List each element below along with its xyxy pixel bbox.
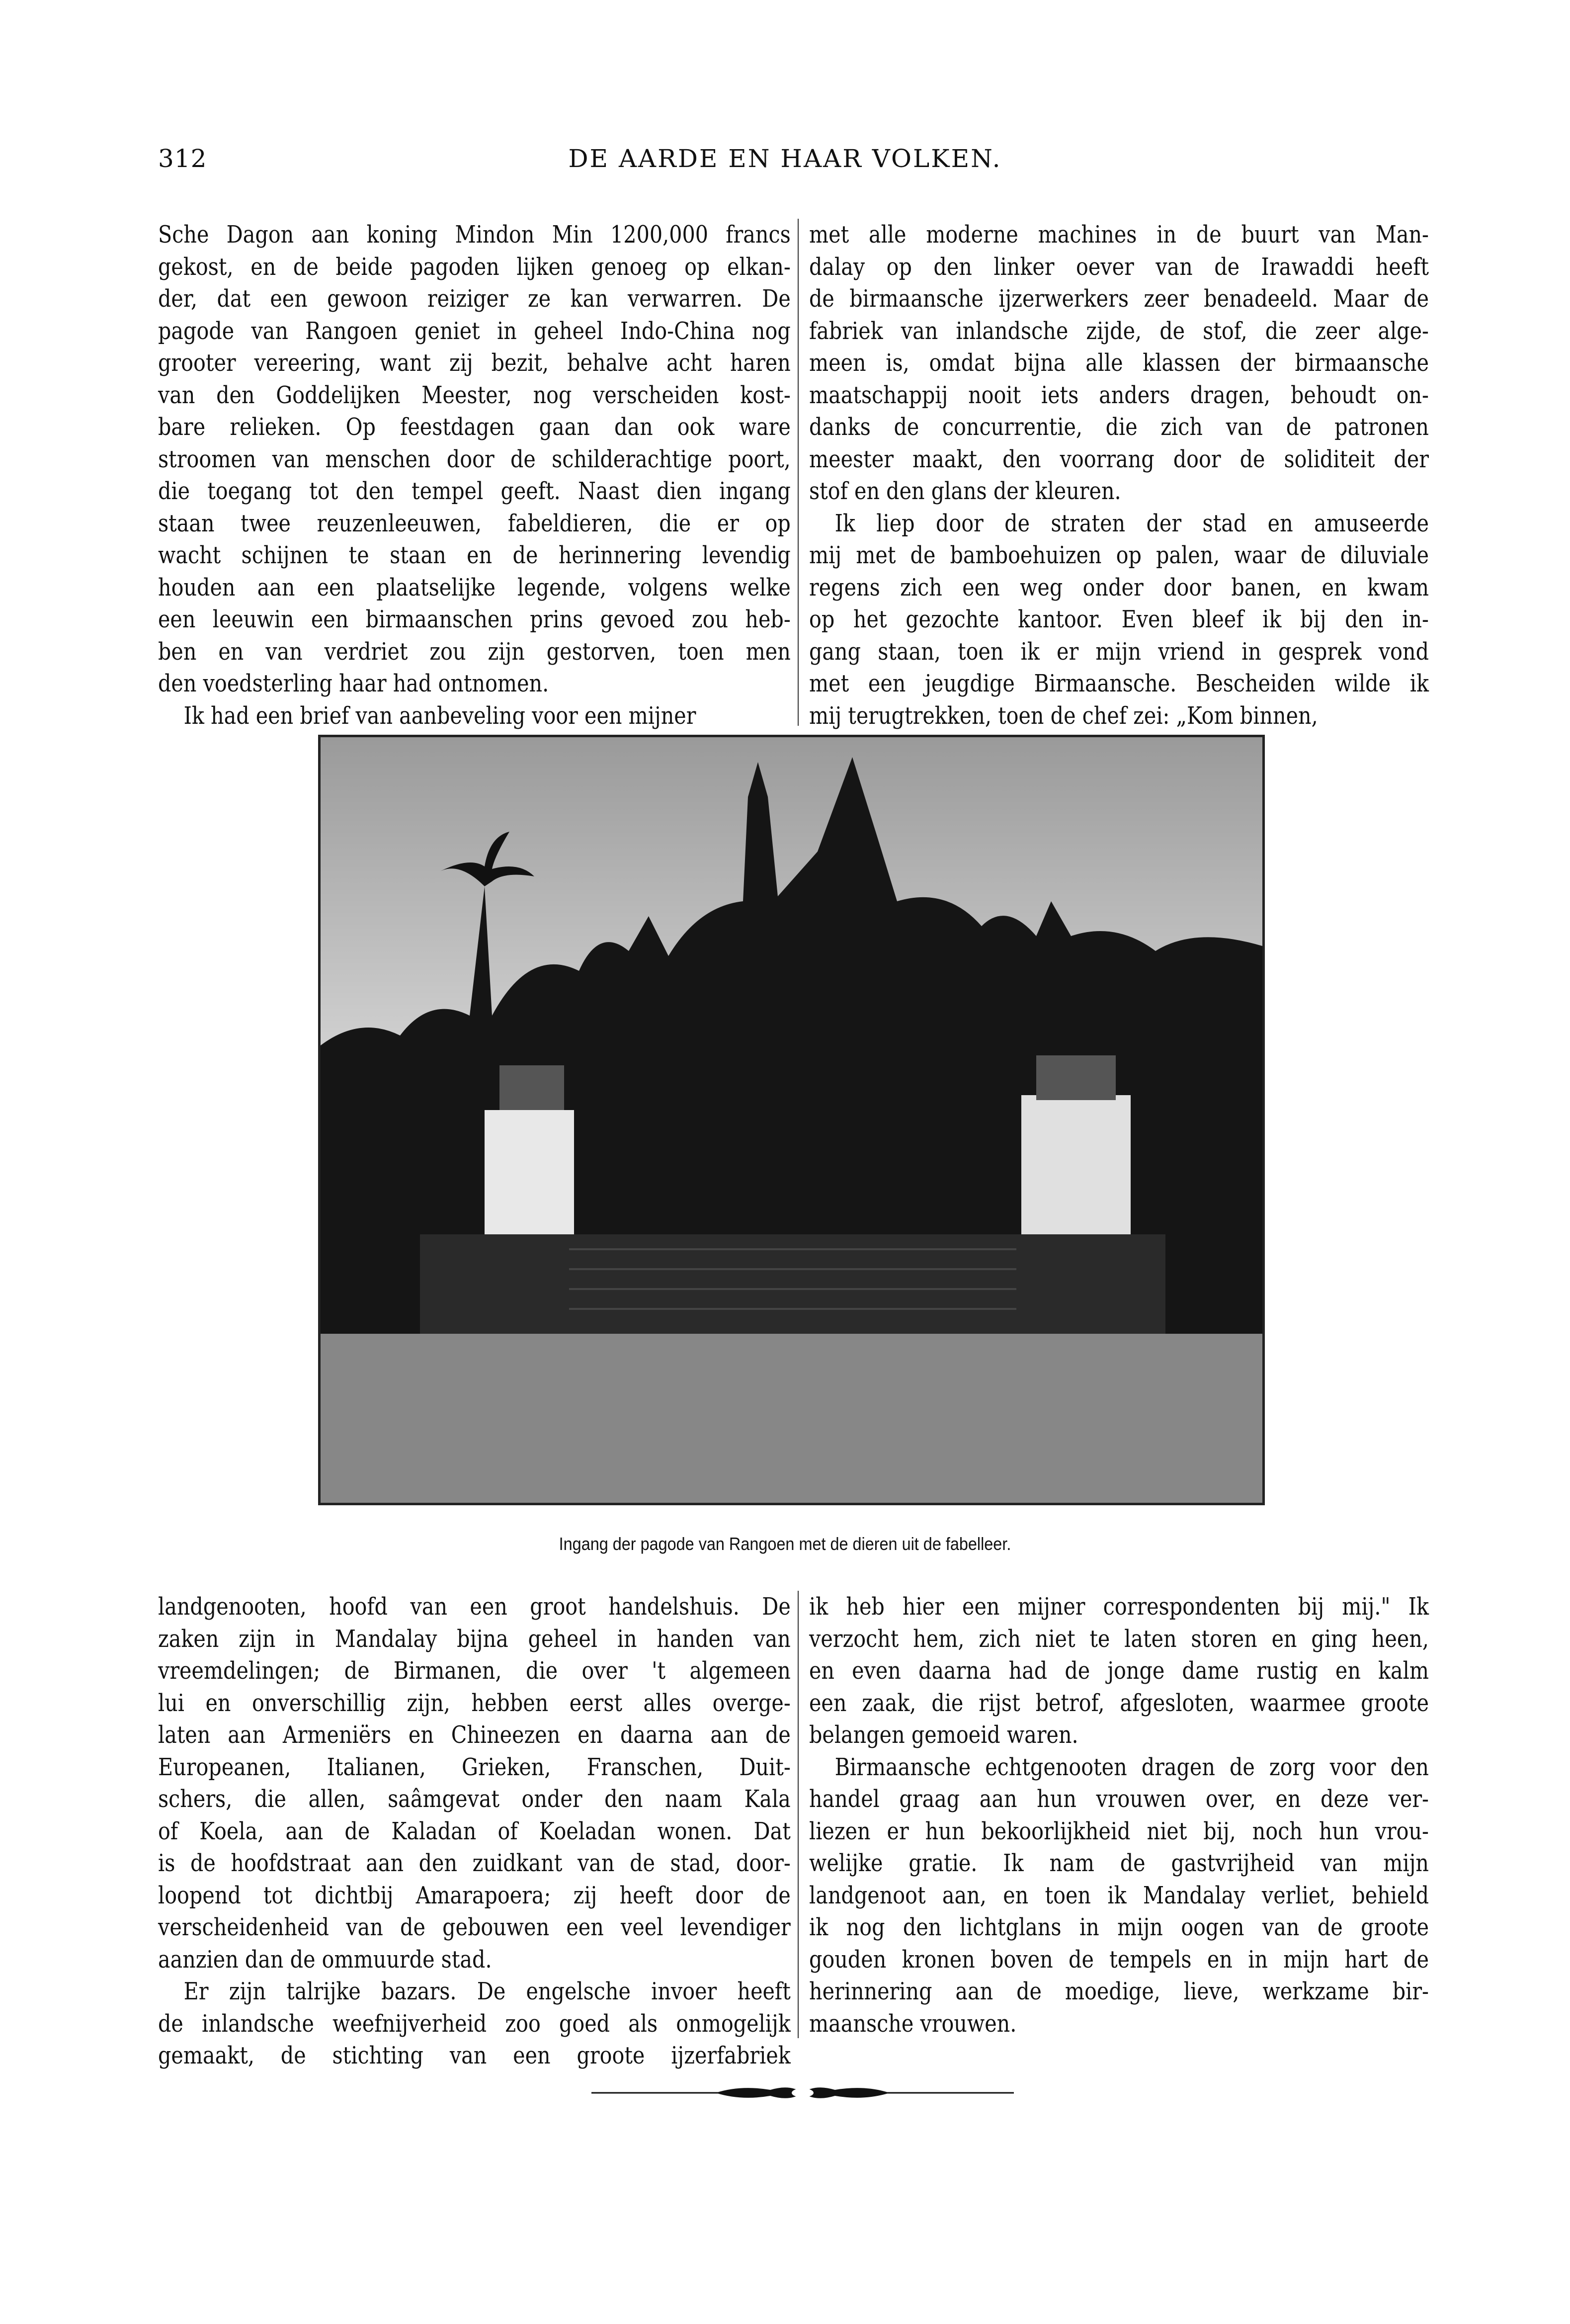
text-line: wacht schijnen te staan en de herinnering levendig (158, 541, 791, 569)
text-line: houden aan een plaatselijke legende, volgens welke (158, 573, 791, 602)
text-line: liezen er hun bekoorlijkheid niet bij, noch hun vrou- (809, 1817, 1429, 1845)
text-line: handel graag aan hun vrouwen over, en deze ver- (809, 1785, 1429, 1813)
text-line: Europeanen, Italianen, Grieken, Franschen, Duit- (158, 1753, 791, 1781)
text-line: grooter vereering, want zij bezit, behalve acht haren (158, 349, 791, 377)
text-line: mij met de bamboehuizen op palen, waar de diluviale (809, 541, 1429, 569)
text-line: maatschappij nooit iets anders dragen, behoudt on- (809, 381, 1429, 409)
text-line: Birmaansche echtgenooten dragen de zorg voor den (834, 1753, 1429, 1781)
text-line: stroomen van menschen door de schilderachtige poort, (158, 445, 791, 473)
text-line: stof en den glans der kleuren. (809, 477, 1121, 505)
page-number: 312 (158, 144, 207, 173)
text-line: maansche vrouwen. (809, 2009, 1017, 2038)
text-line: met alle moderne machines in de buurt van Man- (809, 221, 1429, 249)
text-line: van den Goddelijken Meester, nog verscheiden kost- (158, 381, 791, 409)
text-line: de inlandsche weefnijverheid zoo goed als onmogelijk (158, 2009, 791, 2038)
text-line: danks de concurrentie, die zich van de patronen (809, 413, 1429, 441)
text-line: Ik had een brief van aanbeveling voor een mijner (183, 701, 696, 730)
text-line: de birmaansche ijzerwerkers zeer benadeeld. Maar de (809, 285, 1429, 313)
text-line: landgenooten, hoofd van een groot handelshuis. De (158, 1593, 791, 1621)
ornament-divider (591, 2083, 1014, 2103)
text-line: verscheidenheid van de gebouwen een veel levendiger (158, 1913, 791, 1941)
column-bottom-left (158, 1591, 791, 2072)
text-line: en even daarna had de jonge dame rustig en kalm (809, 1657, 1429, 1685)
text-line: der, dat een gewoon reiziger ze kan verwarren. De (158, 285, 791, 313)
text-line: ik heb hier een mijner correspondenten bij mij." Ik (809, 1593, 1429, 1621)
text-line: ik nog den lichtglans in mijn oogen van de groote (809, 1913, 1429, 1941)
text-line: dalay op den linker oever van de Irawaddi heeft (809, 253, 1429, 281)
text-line: vreemdelingen; de Birmanen, die over 't algemeen (158, 1657, 791, 1685)
text-line: of Koela, aan de Kaladan of Koeladan wonen. Dat (158, 1817, 791, 1845)
text-line: die toegang tot den tempel geeft. Naast dien ingang (158, 477, 791, 505)
text-line: een leeuwin een birmaanschen prins gevoed zou heb- (158, 605, 791, 633)
text-line: laten aan Armeniërs en Chineezen en daarna aan de (158, 1721, 791, 1749)
text-line: pagode van Rangoen geniet in geheel Indo-China nog (158, 317, 791, 345)
text-line: mij terugtrekken, toen de chef zei: „Kom binnen, (809, 701, 1318, 730)
text-line: zaken zijn in Mandalay bijna geheel in handen van (158, 1625, 791, 1653)
pagoda-photograph (318, 735, 1265, 1505)
text-line: een zaak, die rijst betrof, afgesloten, waarmee groote (809, 1689, 1429, 1717)
text-line: herinnering aan de moedige, lieve, werkzame bir- (809, 1978, 1429, 2005)
text-line: lui en onverschillig zijn, hebben eerst alles overge- (158, 1689, 791, 1717)
text-line: verzocht hem, zich niet te laten storen en ging heen, (809, 1625, 1429, 1653)
text-line: is de hoofdstraat aan den zuidkant van de stad, door- (158, 1849, 791, 1877)
text-line: belangen gemoeid waren. (809, 1721, 1078, 1749)
text-line: gang staan, toen ik er mijn vriend in gesprek vond (809, 637, 1429, 666)
text-line: regens zich een weg onder door banen, en kwam (809, 573, 1429, 602)
text-line: meester maakt, den voorrang door de soliditeit der (809, 445, 1429, 473)
text-line: staan twee reuzenleeuwen, fabeldieren, die er op (158, 509, 791, 537)
text-line: Ik liep door de straten der stad en amuseerde (834, 509, 1429, 537)
text-line: op het gezochte kantoor. Even bleef ik bij den in- (809, 605, 1429, 633)
text-line: loopend tot dichtbij Amarapoera; zij heeft door de (158, 1881, 791, 1909)
text-line: den voedsterling haar had ontnomen. (158, 670, 549, 697)
text-line: Sche Dagon aan koning Mindon Min 1200,000 francs (158, 221, 791, 249)
figure-caption: Ingang der pagode van Rangoen met de dieren uit de fabelleer. (559, 1534, 1011, 1554)
text-line: gemaakt, de stichting van een groote ijzerfabriek (158, 2042, 791, 2069)
text-line: fabriek van inlandsche zijde, de stof, die zeer alge- (809, 317, 1429, 345)
text-line: welijke gratie. Ik nam de gastvrijheid van mijn (809, 1849, 1429, 1877)
column-top-right (809, 219, 1429, 732)
column-bottom-right (809, 1591, 1429, 2040)
text-line: ben en van verdriet zou zijn gestorven, toen men (158, 637, 791, 666)
text-line: meen is, omdat bijna alle klassen der birmaansche (809, 349, 1429, 377)
text-line: aanzien dan de ommuurde stad. (158, 1945, 492, 1974)
column-divider (798, 219, 799, 726)
running-title: DE AARDE EN HAAR VOLKEN. (568, 144, 1002, 173)
text-line: gekost, en de beide pagoden lijken genoeg op elkan- (158, 253, 791, 281)
column-top-left (158, 219, 791, 732)
text-line: landgenoot aan, en toen ik Mandalay verliet, behield (809, 1881, 1429, 1909)
text-line: schers, die allen, saâmgevat onder den naam Kala (158, 1785, 791, 1813)
text-line: bare relieken. Op feestdagen gaan dan ook ware (158, 413, 791, 441)
column-divider (798, 1591, 799, 2038)
text-line: gouden kronen boven de tempels en in mijn hart de (809, 1945, 1429, 1974)
text-line: met een jeugdige Birmaansche. Bescheiden wilde ik (809, 670, 1429, 697)
text-line: Er zijn talrijke bazars. De engelsche invoer heeft (183, 1978, 791, 2005)
